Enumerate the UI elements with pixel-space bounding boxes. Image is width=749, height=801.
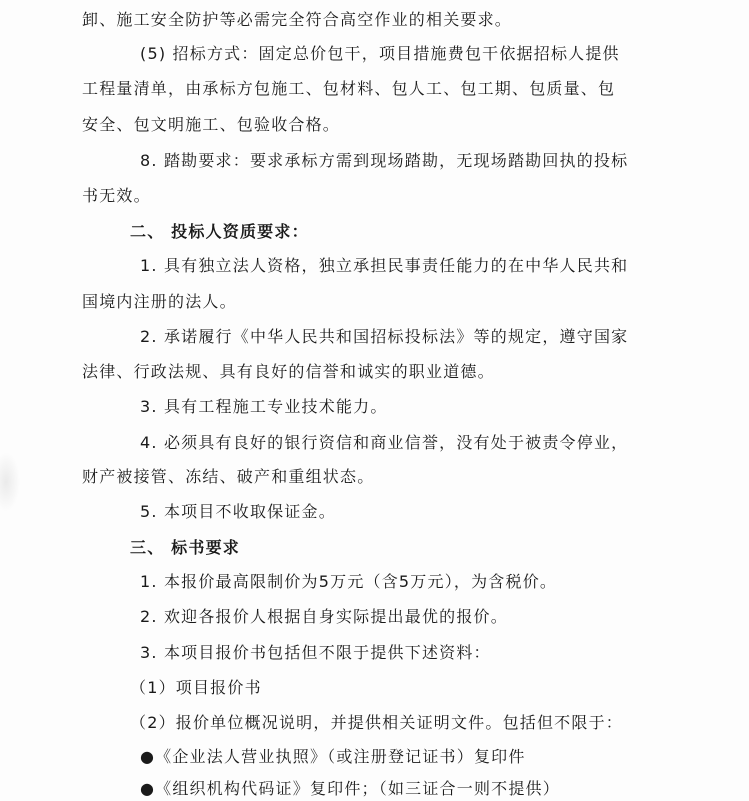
text-line-17: 1. 本报价最高限制价为5万元（含5万元），为含税价。	[140, 572, 558, 591]
text-line-21: （2）报价单位概况说明，并提供相关证明文件。包括但不限于：	[130, 713, 623, 732]
bullet-item-organization-code: ●《组织机构代码证》复印件；（如三证合一则不提供）	[140, 779, 560, 798]
text-line-4: 安全、包文明施工、包验收合格。	[82, 115, 341, 134]
text-line-11: 法律、行政法规、具有良好的信誉和诚实的职业道德。	[82, 362, 495, 381]
text-line-18: 2. 欢迎各报价人根据自身实际提出最优的报价。	[140, 607, 508, 626]
text-line-19: 3. 本项目报价书包括但不限于提供下述资料：	[140, 643, 491, 662]
text-line-6: 书无效。	[82, 186, 151, 205]
text-line-20: （1）项目报价书	[130, 678, 262, 697]
section-heading-qualification: 二、 投标人资质要求：	[130, 222, 309, 241]
text-line-8: 1. 具有独立法人资格，独立承担民事责任能力的在中华人民共和	[140, 256, 629, 275]
text-line-10: 2. 承诺履行《中华人民共和国招标投标法》等的规定，遵守国家	[140, 327, 629, 346]
text-line-3: 工程量清单，由承标方包施工、包材料、包人工、包工期、包质量、包	[82, 79, 616, 98]
text-line-5: 8. 踏勘要求：要求承标方需到现场踏勘，无现场踏勘回执的投标	[140, 151, 629, 170]
scan-stain	[0, 452, 20, 512]
text-line-15: 5. 本项目不收取保证金。	[140, 502, 336, 521]
text-line-2: (5) 招标方式：固定总价包干，项目措施费包干依据招标人提供	[140, 44, 620, 63]
section-heading-bid-documents: 三、 标书要求	[130, 538, 240, 557]
text-line-12: 3. 具有工程施工专业技术能力。	[140, 397, 388, 416]
bullet-item-business-license: ●《企业法人营业执照》（或注册登记证书）复印件	[140, 747, 526, 766]
text-line-1: 卸、施工安全防护等必需完全符合高空作业的相关要求。	[82, 10, 513, 29]
text-line-9: 国境内注册的法人。	[82, 292, 237, 311]
text-line-13: 4. 必须具有良好的银行资信和商业信誉，没有处于被责令停业，	[140, 433, 629, 452]
text-line-14: 财产被接管、冻结、破产和重组状态。	[82, 467, 375, 486]
